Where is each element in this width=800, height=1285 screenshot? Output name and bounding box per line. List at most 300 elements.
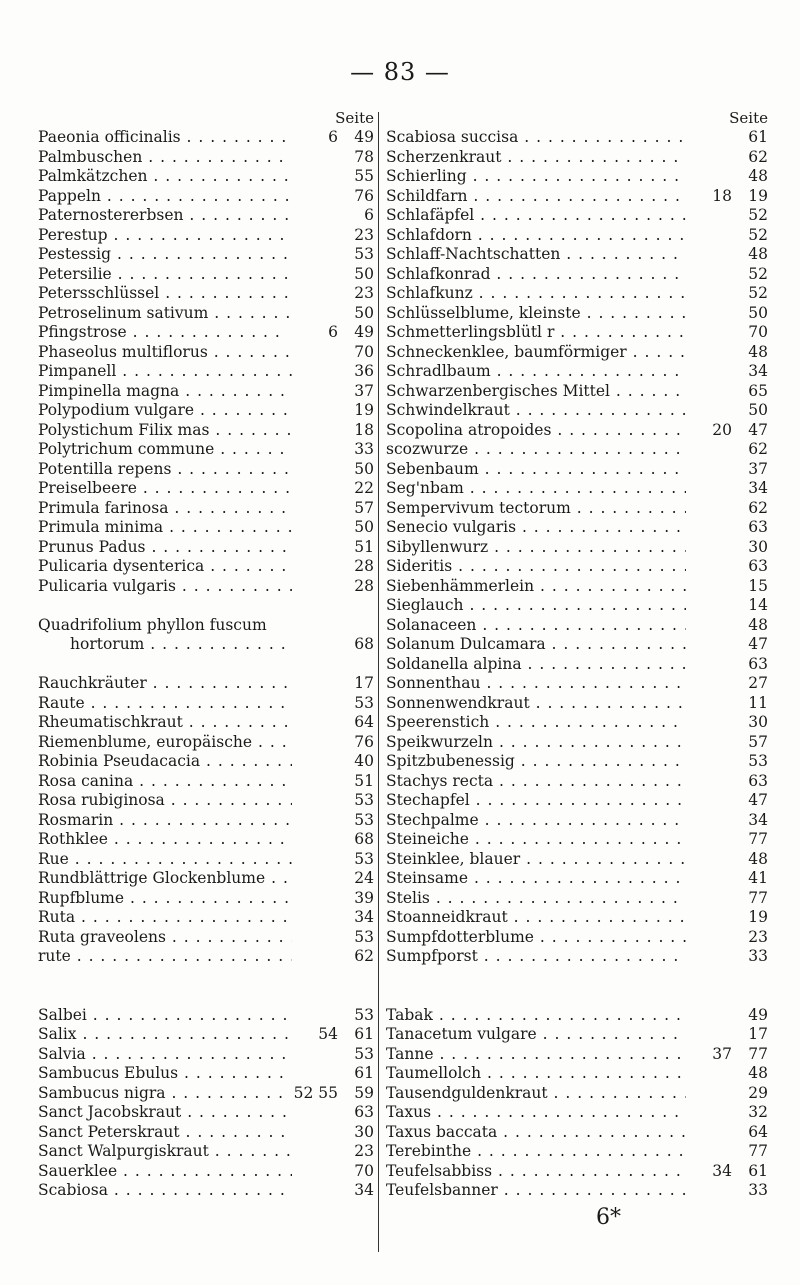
entry-page-number: 19 [736,908,768,928]
index-entry [38,479,374,499]
entry-term: Palmkätzchen . . . [38,167,292,187]
index-entry [38,343,374,363]
entry-page-number: 23 [342,226,374,246]
entry-term: Speerenstich . . . [386,713,686,733]
spacer-row [38,596,374,616]
entry-page-number: 48 [736,245,768,265]
index-entry [38,733,374,753]
entry-page-number: 77 [736,830,768,850]
entry-term: Teufelsabbiss . . . [386,1162,686,1182]
index-entry [386,557,768,577]
index-entry [386,421,768,441]
entry-page-number: 61 [736,1162,768,1182]
entry-term: Schlafkonrad . . . [386,265,686,285]
index-entry [38,1162,374,1182]
entry-term: Sanct Walpurgiskraut . . . [38,1142,292,1162]
entry-page-number: 34 [736,811,768,831]
entry-term: Teufelsbanner . . . [386,1181,686,1201]
entry-term: Schneckenklee, baumförmiger . . . [386,343,686,363]
index-entry [386,908,768,928]
index-entry [386,1045,768,1065]
entry-term: scozwurze . . . [386,440,686,460]
entry-page-number: 47 [736,791,768,811]
index-entry [38,148,374,168]
entry-term: Schlafdorn . . . [386,226,686,246]
entry-term: Phaseolus multiflorus . . . [38,343,292,363]
entry-term: Sambucus Ebulus . . . [38,1064,292,1084]
entry-page-number: 62 [736,499,768,519]
entry-extra-page: 6 [288,323,338,343]
entry-term: Rosmarin . . . [38,811,292,831]
entry-page-number: 49 [736,1006,768,1026]
entry-page-number: 19 [736,187,768,207]
entry-term: Tausendguldenkraut . . . [386,1084,686,1104]
entry-term: Prunus Padus . . . [38,538,292,558]
entry-term: Schwindelkraut . . . [386,401,686,421]
index-entry [38,128,374,148]
entry-term: Pulicaria dysenterica . . . [38,557,292,577]
index-entry [38,460,374,480]
entry-page-number: 48 [736,167,768,187]
entry-page-number: 52 [736,265,768,285]
entry-page-number: 50 [736,304,768,324]
index-entry [386,362,768,382]
entry-page-number: 30 [736,713,768,733]
entry-page-number: 76 [342,187,374,207]
entry-page-number: 63 [736,772,768,792]
entry-term: Schlafkunz . . . [386,284,686,304]
index-entry [38,284,374,304]
index-entry [38,518,374,538]
entry-term: Perestup . . . [38,226,292,246]
entry-term: Schlaff-Nachtschatten . . . [386,245,686,265]
entry-term: Stelis . . . [386,889,686,909]
entry-term: Petroselinum sativum . . . [38,304,292,324]
entry-page-number: 53 [736,752,768,772]
entry-term: Stachys recta . . . [386,772,686,792]
entry-page-number: 34 [342,908,374,928]
entry-term: Sonnenthau . . . [386,674,686,694]
entry-term: Sideritis . . . [386,557,686,577]
index-entry [38,1103,374,1123]
entry-term: Steineiche . . . [386,830,686,850]
index-entry [386,343,768,363]
entry-term: Senecio vulgaris . . . [386,518,686,538]
entry-page-number: 52 [736,284,768,304]
entry-term: Primula farinosa . . . [38,499,292,519]
index-entry [38,713,374,733]
entry-page-number: 63 [736,655,768,675]
index-entry [386,1181,768,1201]
entry-page-number: 70 [736,323,768,343]
index-entry [386,479,768,499]
index-entry [386,947,768,967]
entry-term: Polytrichum commune . . . [38,440,292,460]
entry-page-number: 19 [342,401,374,421]
entry-term: Raute . . . [38,694,292,714]
entry-page-number: 53 [342,1045,374,1065]
index-entry [38,1084,374,1104]
index-entry [38,674,374,694]
entry-term: Stoanneidkraut . . . [386,908,686,928]
entry-page-number: 50 [342,265,374,285]
index-entry [38,226,374,246]
entry-term: Sieglauch . . . [386,596,686,616]
entry-term: rute . . . [38,947,292,967]
entry-page-number: 51 [342,772,374,792]
entry-term: Salbei . . . [38,1006,292,1026]
index-entry [386,811,768,831]
entry-page-number: 53 [342,811,374,831]
entry-term: Pestessig . . . [38,245,292,265]
entry-page-number: 70 [342,343,374,363]
right-column-header: Seite [729,109,768,127]
spacer-row [386,986,768,1006]
index-entry [386,304,768,324]
entry-term: Pulicaria vulgaris . . . [38,577,292,597]
entry-term: Quadrifolium phyllon fuscum [38,615,267,634]
index-entry [38,772,374,792]
entry-term: Sonnenwendkraut . . . [386,694,686,714]
index-entry [38,947,374,967]
entry-term: Sumpfporst . . . [386,947,686,967]
index-entry [386,148,768,168]
entry-page-number: 33 [736,947,768,967]
entry-extra-page: 52 55 [288,1084,338,1104]
entry-page-number: 52 [736,206,768,226]
index-entry [38,187,374,207]
entry-term: Preiselbeere . . . [38,479,292,499]
index-entry [386,460,768,480]
index-entry [386,401,768,421]
right-entry-list [386,128,768,1201]
entry-page-number: 41 [736,869,768,889]
index-entry [38,167,374,187]
entry-page-number: 28 [342,577,374,597]
entry-page-number: 22 [342,479,374,499]
entry-page-number: 64 [736,1123,768,1143]
entry-extra-page: 20 [682,421,732,441]
index-entry [386,1064,768,1084]
entry-page-number: 37 [736,460,768,480]
entry-page-number: 57 [736,733,768,753]
entry-page-number: 63 [736,557,768,577]
entry-page-number: 63 [736,518,768,538]
entry-term: Scherzenkraut . . . [386,148,686,168]
entry-page-number: 76 [342,733,374,753]
entry-term: Scabiosa succisa . . . [386,128,686,148]
index-entry [386,226,768,246]
entry-page-number: 50 [342,304,374,324]
entry-term: Paeonia officinalis . . . [38,128,292,148]
entry-term: Schildfarn . . . [386,187,686,207]
index-entry [386,596,768,616]
entry-page-number: 27 [736,674,768,694]
entry-page-number: 40 [342,752,374,772]
entry-page-number: 61 [736,128,768,148]
index-entry [386,206,768,226]
entry-extra-page: 34 [682,1162,732,1182]
index-entry [386,616,768,636]
index-entry [386,1025,768,1045]
entry-term: Tabak . . . [386,1006,686,1026]
index-entry [38,362,374,382]
entry-page-number: 77 [736,1142,768,1162]
entry-term: Pappeln . . . [38,187,292,207]
entry-page-number: 34 [736,362,768,382]
entry-term: Polystichum Filix mas . . . [38,421,292,441]
index-entry [38,323,374,343]
index-entry [386,187,768,207]
entry-page-number: 68 [342,830,374,850]
entry-page-number: 57 [342,499,374,519]
entry-term: Tanacetum vulgare . . . [386,1025,686,1045]
index-entry [38,635,374,655]
entry-term: Rue . . . [38,850,292,870]
entry-page-number: 32 [736,1103,768,1123]
entry-term: Schmetterlingsblütl r . . . [386,323,686,343]
entry-page-number: 39 [342,889,374,909]
index-entry [38,421,374,441]
entry-term: Solanaceen . . . [386,616,686,636]
entry-page-number: 68 [342,635,374,655]
entry-term: Rosa rubiginosa . . . [38,791,292,811]
index-entry [386,128,768,148]
index-entry [38,850,374,870]
index-entry [38,1006,374,1026]
entry-term: Riemenblume, europäische . . . [38,733,292,753]
index-entry [386,440,768,460]
entry-term: Rundblättrige Glockenblume . . . [38,869,292,889]
entry-term: Schwarzenbergisches Mittel . . . [386,382,686,402]
index-entry [38,1123,374,1143]
entry-extra-page: 37 [682,1045,732,1065]
entry-page-number: 11 [736,694,768,714]
entry-page-number: 53 [342,850,374,870]
entry-page-number: 47 [736,421,768,441]
index-entry [38,811,374,831]
entry-term: Steinklee, blauer . . . [386,850,686,870]
entry-page-number: 51 [342,538,374,558]
entry-page-number: 50 [736,401,768,421]
entry-page-number: 23 [736,928,768,948]
index-entry [38,265,374,285]
entry-page-number: 23 [342,1142,374,1162]
index-entry [38,206,374,226]
entry-term: Sambucus nigra . . . [38,1084,292,1104]
entry-page-number: 15 [736,577,768,597]
index-entry [386,538,768,558]
entry-page-number: 34 [342,1181,374,1201]
entry-term: Ruta graveolens . . . [38,928,292,948]
entry-page-number: 55 [342,167,374,187]
index-entry [38,538,374,558]
index-entry [38,928,374,948]
spacer-row [38,967,374,987]
entry-term: Stechapfel . . . [386,791,686,811]
entry-page-number: 50 [342,518,374,538]
entry-term: Schierling . . . [386,167,686,187]
entry-term: Salvia . . . [38,1045,292,1065]
entry-term: Sanct Jacobskraut . . . [38,1103,292,1123]
index-entry [38,577,374,597]
entry-term: Schradlbaum . . . [386,362,686,382]
entry-page-number: 53 [342,928,374,948]
entry-page-number: 62 [736,440,768,460]
entry-term: Stechpalme . . . [386,811,686,831]
entry-term: Paternostererbsen . . . [38,206,292,226]
index-entry [386,1162,768,1182]
spacer-row [386,967,768,987]
entry-page-number: 49 [342,323,374,343]
index-entry [38,908,374,928]
index-entry [386,635,768,655]
entry-term: Solanum Dulcamara . . . [386,635,686,655]
entry-page-number: 63 [342,1103,374,1123]
index-entry [38,401,374,421]
entry-term: Taxus baccata . . . [386,1123,686,1143]
signature-mark: 6* [596,1205,621,1230]
entry-page-number: 49 [342,128,374,148]
entry-page-number: 61 [342,1025,374,1045]
entry-page-number: 30 [342,1123,374,1143]
index-entry [38,499,374,519]
entry-page-number: 53 [342,245,374,265]
entry-page-number: 23 [342,284,374,304]
entry-term: Rheumatischkraut . . . [38,713,292,733]
index-entry [386,284,768,304]
entry-page-number: 48 [736,1064,768,1084]
index-entry [38,694,374,714]
index-entry [386,1142,768,1162]
index-entry [386,245,768,265]
entry-page-number: 78 [342,148,374,168]
index-entry [38,304,374,324]
entry-page-number: 48 [736,850,768,870]
index-entry [386,850,768,870]
index-entry [386,674,768,694]
entry-term: Siebenhämmerlein . . . [386,577,686,597]
index-entry [38,557,374,577]
entry-term: Rupfblume . . . [38,889,292,909]
entry-term: Tanne . . . [386,1045,686,1065]
entry-page-number: 70 [342,1162,374,1182]
entry-term: Palmbuschen . . . [38,148,292,168]
entry-extra-page: 6 [288,128,338,148]
index-entry [386,694,768,714]
entry-page-number: 47 [736,635,768,655]
entry-term: Scopolina atropoides . . . [386,421,686,441]
index-entry [386,1006,768,1026]
index-entry [386,1123,768,1143]
entry-page-number: 61 [342,1064,374,1084]
index-entry [386,791,768,811]
entry-page-number: 53 [342,791,374,811]
entry-page-number: 53 [342,694,374,714]
index-entry [386,167,768,187]
spacer-row [38,655,374,675]
entry-page-number: 64 [342,713,374,733]
entry-term: Primula minima . . . [38,518,292,538]
entry-term: Speikwurzeln . . . [386,733,686,753]
entry-term: Schlafäpfel . . . [386,206,686,226]
index-entry [386,772,768,792]
entry-page-number: 62 [342,947,374,967]
spacer-row [38,986,374,1006]
entry-page-number: 65 [736,382,768,402]
index-entry [386,518,768,538]
entry-term: Pimpanell . . . [38,362,292,382]
entry-page-number: 48 [736,616,768,636]
index-entry [386,577,768,597]
page-number: — 83 — [350,58,450,86]
entry-term: Taxus . . . [386,1103,686,1123]
index-entry [38,752,374,772]
entry-page-number: 14 [736,596,768,616]
index-entry [386,869,768,889]
entry-term: Rauchkräuter . . . [38,674,292,694]
index-entry [38,616,374,636]
entry-page-number: 17 [736,1025,768,1045]
index-entry [38,1064,374,1084]
index-entry [386,1103,768,1123]
entry-term: Sumpfdotterblume . . . [386,928,686,948]
index-entry [38,382,374,402]
entry-term: Sauerklee . . . [38,1162,292,1182]
entry-term: Scabiosa . . . [38,1181,292,1201]
index-entry [386,499,768,519]
entry-term: Schlüsselblume, kleinste . . . [386,304,686,324]
entry-page-number: 37 [342,382,374,402]
index-entry [386,655,768,675]
entry-term: Potentilla repens . . . [38,460,292,480]
index-entry [38,889,374,909]
entry-page-number: 36 [342,362,374,382]
index-entry [386,265,768,285]
entry-page-number: 77 [736,1045,768,1065]
entry-term: Sebenbaum . . . [386,460,686,480]
entry-term: Steinsame . . . [386,869,686,889]
index-entry [386,889,768,909]
entry-term: Robinia Pseudacacia . . . [38,752,292,772]
index-entry [386,733,768,753]
entry-term: Sanct Peterskraut . . . [38,1123,292,1143]
entry-page-number: 34 [736,479,768,499]
index-entry [386,1084,768,1104]
index-entry [386,928,768,948]
entry-page-number: 53 [342,1006,374,1026]
entry-term: Taumellolch . . . [386,1064,686,1084]
entry-term: hortorum . . . [38,635,292,655]
entry-term: Ruta . . . [38,908,292,928]
entry-page-number: 18 [342,421,374,441]
entry-term: Pimpinella magna . . . [38,382,292,402]
index-entry [38,245,374,265]
entry-page-number: 62 [736,148,768,168]
index-entry [386,752,768,772]
entry-term: Rosa canina . . . [38,772,292,792]
index-entry [38,1142,374,1162]
entry-term: Sempervivum tectorum . . . [386,499,686,519]
entry-page-number: 50 [342,460,374,480]
entry-page-number: 52 [736,226,768,246]
entry-page-number: 59 [342,1084,374,1104]
right-column [386,108,768,1201]
entry-term: Rothklee . . . [38,830,292,850]
index-entry [38,869,374,889]
entry-page-number: 30 [736,538,768,558]
entry-page-number: 33 [342,440,374,460]
